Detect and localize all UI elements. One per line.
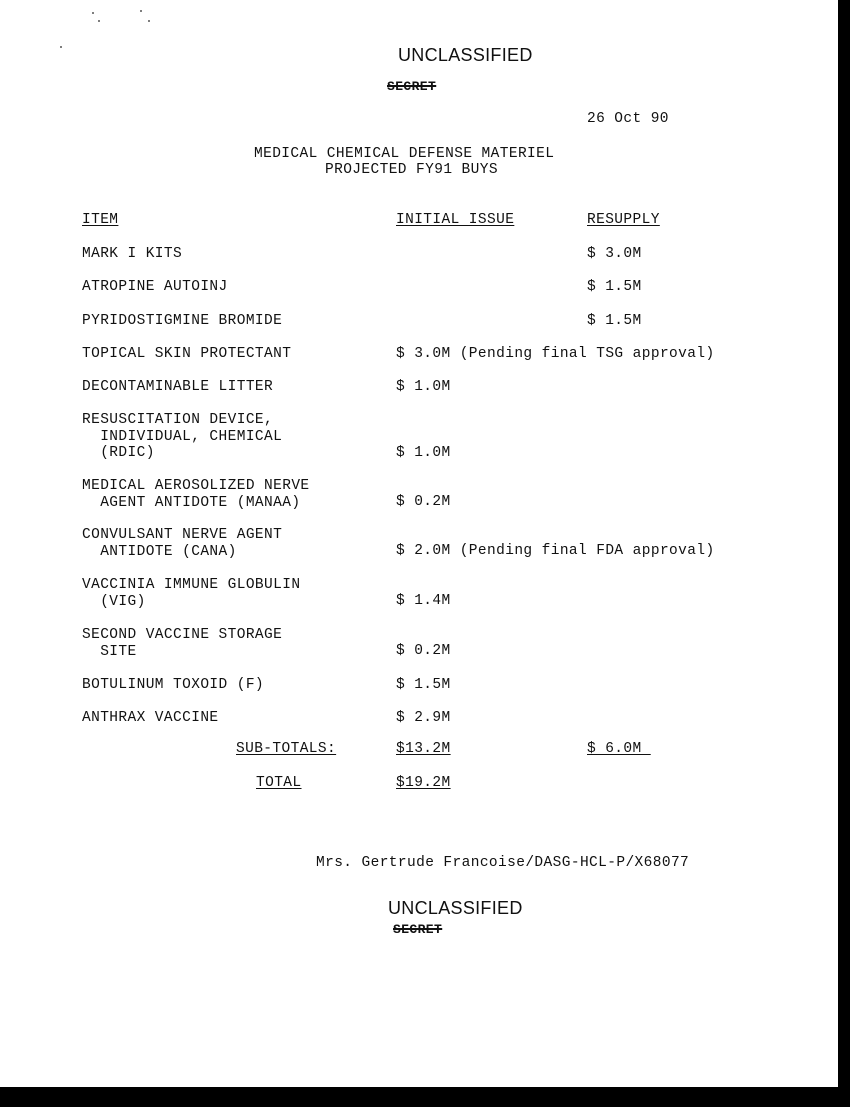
row-item: BOTULINUM TOXOID (F)	[82, 677, 265, 693]
row-initial-issue: $ 1.5M	[396, 677, 451, 693]
scan-speck	[148, 20, 150, 22]
row-initial-issue: $ 1.4M	[396, 593, 451, 609]
bottom-classification-marking: UNCLASSIFIED	[388, 898, 523, 918]
row-resupply: $ 1.5M	[587, 279, 642, 295]
row-initial-issue: $ 0.2M	[396, 494, 451, 510]
scan-border-bottom	[0, 1087, 850, 1107]
row-item: PYRIDOSTIGMINE BROMIDE	[82, 313, 283, 329]
row-item: VACCINIA IMMUNE GLOBULIN (VIG)	[82, 577, 301, 610]
subtotals-label: SUB-TOTALS:	[236, 741, 337, 757]
row-initial-issue: $ 0.2M	[396, 643, 451, 659]
row-item: ANTHRAX VACCINE	[82, 710, 219, 726]
row-item: ATROPINE AUTOINJ	[82, 279, 228, 295]
scan-speck	[60, 46, 62, 48]
row-item: CONVULSANT NERVE AGENT ANTIDOTE (CANA)	[82, 527, 283, 560]
top-struck-classification: SECRET	[387, 79, 437, 94]
top-classification-marking: UNCLASSIFIED	[398, 45, 533, 65]
row-initial-issue: $ 2.0M (Pending final FDA approval)	[396, 543, 715, 559]
column-header-resupply: RESUPPLY	[587, 212, 660, 228]
scan-speck	[98, 20, 100, 22]
row-item: DECONTAMINABLE LITTER	[82, 379, 274, 395]
row-resupply: $ 3.0M	[587, 246, 642, 262]
row-item: MARK I KITS	[82, 246, 183, 262]
row-resupply: $ 1.5M	[587, 313, 642, 329]
column-header-item: ITEM	[82, 212, 119, 228]
total-label: TOTAL	[256, 775, 302, 791]
subtotal-resupply: $ 6.0M	[587, 741, 651, 757]
scan-border-right	[838, 0, 850, 1107]
row-initial-issue: $ 1.0M	[396, 379, 451, 395]
row-item: TOPICAL SKIN PROTECTANT	[82, 346, 292, 362]
contact-line: Mrs. Gertrude Francoise/DASG-HCL-P/X68077	[316, 855, 690, 871]
row-item: MEDICAL AEROSOLIZED NERVE AGENT ANTIDOTE (MANAA)	[82, 478, 310, 511]
column-header-initial-issue: INITIAL ISSUE	[396, 212, 515, 228]
row-initial-issue: $ 3.0M (Pending final TSG approval)	[396, 346, 715, 362]
document-date: 26 Oct 90	[587, 111, 669, 127]
row-initial-issue: $ 2.9M	[396, 710, 451, 726]
document-title-line1: MEDICAL CHEMICAL DEFENSE MATERIEL	[254, 146, 555, 162]
row-initial-issue: $ 1.0M	[396, 445, 451, 461]
row-item: RESUSCITATION DEVICE, INDIVIDUAL, CHEMICAL (RDIC)	[82, 412, 283, 461]
subtotal-initial-issue: $13.2M	[396, 741, 451, 757]
total-value: $19.2M	[396, 775, 451, 791]
bottom-struck-classification: SECRET	[393, 922, 443, 937]
scan-speck	[92, 12, 94, 14]
document-title-line2: PROJECTED FY91 BUYS	[325, 162, 498, 178]
row-item: SECOND VACCINE STORAGE SITE	[82, 627, 283, 660]
scan-speck	[140, 10, 142, 12]
